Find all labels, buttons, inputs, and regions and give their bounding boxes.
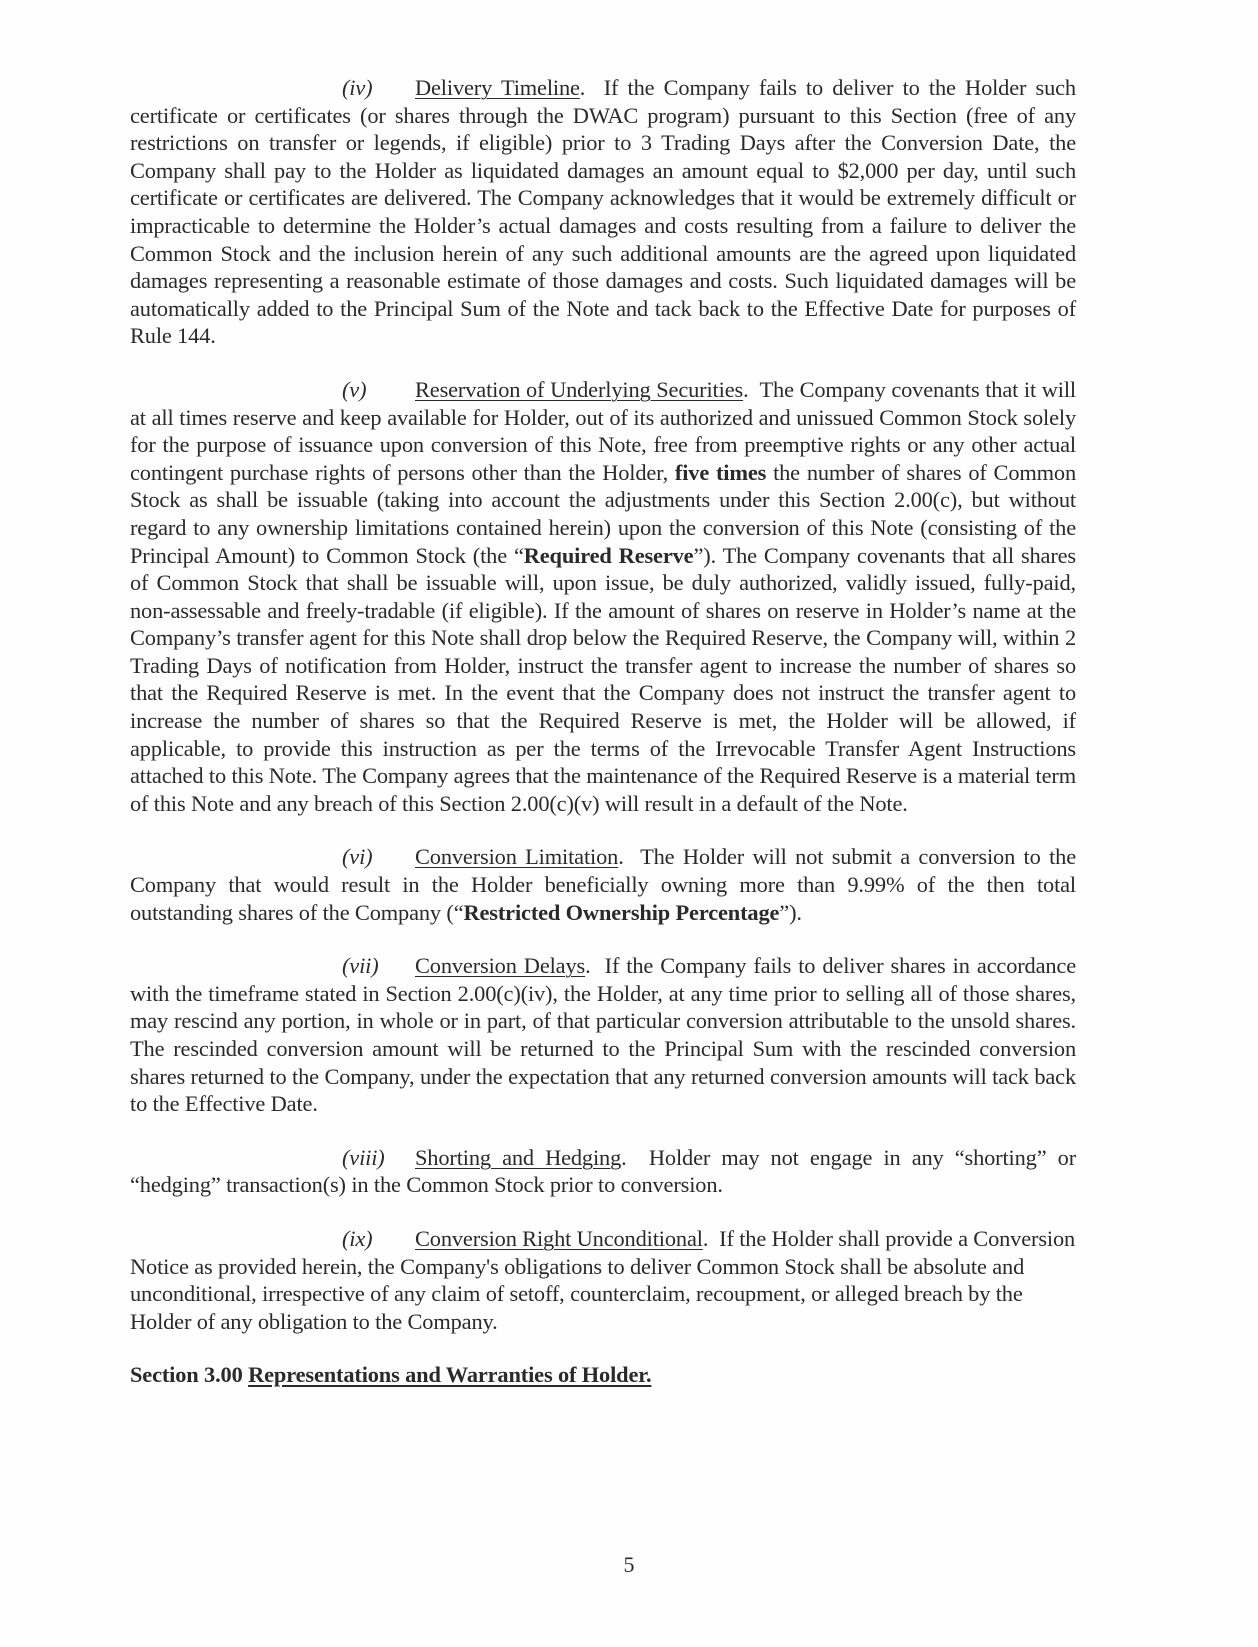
- paragraph-conversion-right-unconditional: (ix) Conversion Right Unconditional. If the Holder shall provide a Conversion Notice as provided herein, the Company's obligations to deliver Common Stock shall be absolute and unconditional, irrespective of any claim of setoff, counterclaim, recoupment, or alleged breach by the Holder of any obligation to the Company.: [130, 1225, 1076, 1334]
- paragraph-title: Delivery Timeline: [415, 75, 580, 100]
- paragraph-body: Holder may not engage in any “shorting” or “hedging” transaction(s) in the Common Stock prior to conversion.: [130, 1144, 1076, 1198]
- section-heading: [130, 1361, 1076, 1389]
- paragraph-number: (vii): [342, 953, 379, 979]
- defined-term-required-reserve: Required Reserve: [523, 542, 694, 568]
- paragraph-number: (viii): [342, 1144, 385, 1170]
- paragraph-title: Shorting and Hedging: [415, 1144, 622, 1170]
- paragraph-number: (ix): [342, 1225, 373, 1251]
- section-number: Section 3.00: [130, 1362, 243, 1388]
- paragraph-number: (vi): [342, 844, 373, 870]
- paragraph-title: Conversion Delays: [415, 953, 586, 979]
- paragraph-body: the number of shares of Common Stock as shall be issuable (taking into account the adjustments under this Section 2.00(c), but without regard to any ownership limitations contained herein) upon the conversion of this Note (consisting of the Principal Amount) to Common Stock (the “: [130, 459, 1076, 568]
- paragraph-title: Reservation of Underlying Securities: [415, 376, 744, 402]
- bold-term-five-times: five times: [674, 459, 767, 485]
- paragraph-body: If the Company fails to deliver to the Holder such certificate or certificates (or shares through the DWAC program) pursuant to this Section (free of any restrictions on transfer or legends, if eligible) prior to 3 Trading Days after the Conversion Date, the Company shall pay to the Holder as liquidated damages an amount equal to $2,000 per day, until such certificate or certificates are delivered. The Company acknowledges that it would be extremely difficult or impracticable to determine the Holder’s actual damages and costs resulting from a failure to deliver the Common Stock and the inclusion herein of any such additional amounts are the agreed upon liquidated damages representing a reasonable estimate of those damages and costs. Such liquidated damages will be automatically added to the Principal Sum of the Note and tack back to the Effective Date for purposes of Rule 144.: [130, 75, 1076, 349]
- paragraph-number: (iv): [342, 75, 373, 100]
- paragraph-title: Conversion Limitation: [415, 844, 619, 870]
- paragraph-delivery-timeline: (iv) Delivery Timeline. If the Company fails to deliver to the Holder such certificate or certificates (or shares through the DWAC program) pursuant to this Section (free of any restrictions on transfer or legends, if eligible) prior to 3 Trading Days after the Conversion Date, the Company shall pay to the Holder as liquidated damages an amount equal to $2,000 per day, until such certificate or certificates are delivered. The Company acknowledges that it would be extremely difficult or impracticable to determine the Holder’s actual damages and costs resulting from a failure to deliver the Common Stock and the inclusion herein of any such additional amounts are the agreed upon liquidated damages representing a reasonable estimate of those damages and costs. Such liquidated damages will be automatically added to the Principal Sum of the Note and tack back to the Effective Date for purposes of Rule 144.: [130, 75, 1076, 349]
- paragraph-number: (v): [342, 376, 367, 402]
- paragraph-body: ”).: [779, 899, 802, 925]
- paragraph-conversion-delays: (vii) Conversion Delays. If the Company fails to deliver shares in accordance with the timeframe stated in Section 2.00(c)(iv), the Holder, at any time prior to selling all of those shares, may rescind any portion, in whole or in part, of that particular conversion attributable to the unsold shares. The rescinded conversion amount will be returned to the Principal Sum with the rescinded conversion shares returned to the Company, under the expectation that any returned conversion amounts will tack back to the Effective Date.: [130, 953, 1076, 1117]
- paragraph-title: Conversion Right Unconditional: [415, 1225, 703, 1251]
- paragraph-shorting-and-hedging: (viii) Shorting and Hedging. Holder may not engage in any “shorting” or “hedging” transaction(s) in the Common Stock prior to conversion.: [130, 1144, 1076, 1198]
- paragraph-conversion-limitation: (vi) Conversion Limitation. The Holder will not submit a conversion to the Company that would result in the Holder beneficially owning more than 9.99% of the then total outstanding shares of the Company (“Restricted Ownership Percentage”).: [130, 844, 1076, 925]
- paragraph-body: If the Company fails to deliver shares in accordance with the timeframe stated in Section 2.00(c)(iv), the Holder, at any time prior to selling all of those shares, may rescind any portion, in whole or in part, of that particular conversion attributable to the unsold shares. The rescinded conversion amount will be returned to the Principal Sum with the rescinded conversion shares returned to the Company, under the expectation that any returned conversion amounts will tack back to the Effective Date.: [130, 953, 1076, 1117]
- page-number: 5: [623, 1552, 635, 1577]
- document-page: [130, 74, 1076, 1389]
- paragraph-body: The Company covenants that it will at all times reserve and keep available for Holder, out of its authorized and unissued Common Stock solely for the purpose of issuance upon conversion of this Note, free from preemptive rights or any other actual contingent purchase rights of persons other than the Holder,: [130, 376, 1076, 485]
- paragraph-body: The Holder will not submit a conversion to the Company that would result in the Holder beneficially owning more than 9.99% of the then total outstanding shares of the Company (“: [130, 844, 1076, 925]
- paragraph-body: ”). The Company covenants that all shares of Common Stock that shall be issuable will, upon issue, be duly authorized, validly issued, fully-paid, non-assessable and freely-tradable (if eligible). If the amount of shares on reserve in Holder’s name at the Company’s transfer agent for this Note shall drop below the Required Reserve, the Company will, within 2 Trading Days of notification from Holder, instruct the transfer agent to increase the number of shares so that the Required Reserve is met. In the event that the Company does not instruct the transfer agent to increase the number of shares so that the Required Reserve is met, the Holder will be allowed, if applicable, to provide this instruction as per the terms of the Irrevocable Transfer Agent Instructions attached to this Note. The Company agrees that the maintenance of the Required Reserve is a material term of this Note and any breach of this Section 2.00(c)(v) will result in a default of the Note.: [130, 542, 1076, 816]
- paragraph-reservation-of-underlying-securities: (v) Reservation of Underlying Securities. The Company covenants that it will at all times reserve and keep available for Holder, out of its authorized and unissued Common Stock solely for the purpose of issuance upon conversion of this Note, free from preemptive rights or any other actual contingent purchase rights of persons other than the Holder, five times the number of shares of Common Stock as shall be issuable (taking into account the adjustments under this Section 2.00(c), but without regard to any ownership limitations contained herein) upon the conversion of this Note (consisting of the Principal Amount) to Common Stock (the “Required Reserve”). The Company covenants that all shares of Common Stock that shall be issuable will, upon issue, be duly authorized, validly issued, fully-paid, non-assessable and freely-tradable (if eligible). If the amount of shares on reserve in Holder’s name at the Company’s transfer agent for this Note shall drop below the Required Reserve, the Company will, within 2 Trading Days of notification from Holder, instruct the transfer agent to increase the number of shares so that the Required Reserve is met. In the event that the Company does not instruct the transfer agent to increase the number of shares so that the Required Reserve is met, the Holder will be allowed, if applicable, to provide this instruction as per the terms of the Irrevocable Transfer Agent Instructions attached to this Note. The Company agrees that the maintenance of the Required Reserve is a material term of this Note and any breach of this Section 2.00(c)(v) will result in a default of the Note.: [130, 376, 1076, 816]
- defined-term-restricted-ownership-percentage: Restricted Ownership Percentage: [463, 899, 780, 925]
- section-title: Representations and Warranties of Holder.: [248, 1362, 652, 1388]
- paragraph-body: If the Holder shall provide a Conversion Notice as provided herein, the Company's obligations to deliver Common Stock shall be absolute and unconditional, irrespective of any claim of setoff, counterclaim, recoupment, or alleged breach by the Holder of any obligation to the Company.: [130, 1225, 1076, 1334]
